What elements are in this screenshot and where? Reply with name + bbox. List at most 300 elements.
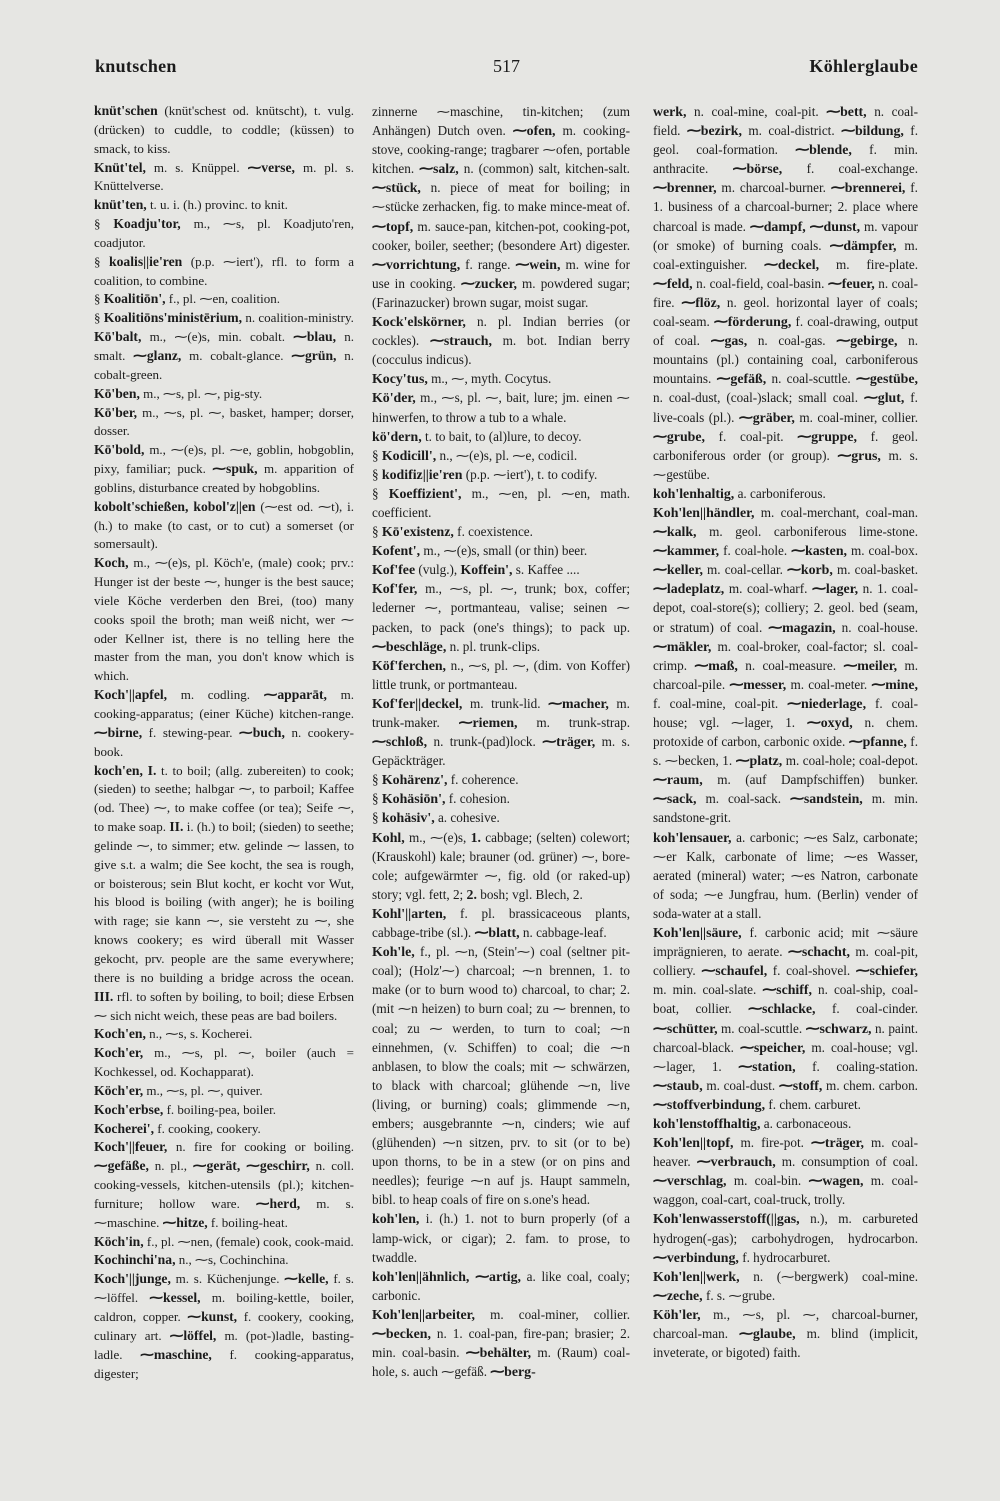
entry-text: m. fire-plate. bbox=[819, 256, 918, 272]
entry-text: m. trunk-maker. bbox=[372, 695, 630, 730]
entry-text: f. s. ⁓grube. bbox=[702, 1287, 776, 1303]
headword: Koch'erbse, bbox=[94, 1101, 164, 1117]
entry-text: f. coal-mine, coal-pit. bbox=[653, 695, 788, 711]
entry-text: n. 1. coal-depot, coal-store(s); colliery; 2. geol. bed (seam, or stratum) of coal. bbox=[653, 581, 918, 635]
entry-text: m. blind (implicit, inveterate, or bigoted) faith. bbox=[653, 1326, 918, 1361]
entry-text: m. (pot-)ladle, basting-ladle. bbox=[94, 1327, 354, 1362]
headword: ⁓zeche, bbox=[653, 1287, 703, 1303]
entry-text: a. carbonaceous. bbox=[760, 1115, 852, 1131]
entry-text: n., ⁓s, Cochinchina. bbox=[175, 1252, 289, 1268]
entry-text: f. coal-hole. bbox=[719, 543, 792, 559]
entry-text: m. cooking-stove, cooking-range; tragbarer ⁓ofen, portable kitchen. bbox=[372, 123, 630, 177]
headword: ⁓messer, bbox=[729, 676, 787, 692]
entry-text: m. sauce-pan, kitchen-pot, cooking-pot, cooker, boiler, seether; (besondere Art) digester. bbox=[372, 218, 630, 253]
headword: ⁓stück, bbox=[372, 180, 421, 196]
entry-text: f. cooking, cookery. bbox=[153, 1120, 261, 1136]
headword: kobolt'schießen, kobol'z||en bbox=[94, 498, 256, 514]
entry-text: m., ⁓(e)s, min. cobalt. bbox=[141, 329, 294, 345]
entry-text: m., ⁓(e)s, pl. Köch'e, (male) cook; prv.: Hunger ist der beste ⁓, hunger is the best sauce; viele Köche verderben den Brei, (too) many cooks spoil the broth; man weiß nicht, wer ⁓ oder Kellner ist, there is no telling here the master from the man, you don't know which is which. bbox=[94, 555, 354, 684]
headword: ⁓speicher, bbox=[739, 1039, 806, 1055]
dictionary-entry bbox=[372, 828, 630, 904]
headword: ⁓feuer, bbox=[827, 275, 875, 291]
entry-text: n. coal-field, coal-basin. bbox=[692, 275, 828, 291]
entry-text: m. s. Küchenjunge. bbox=[170, 1271, 285, 1287]
headword: kodifiz||ie'ren bbox=[381, 466, 463, 482]
headword: ⁓grube, bbox=[653, 428, 705, 444]
entry-text: n. coal-fire. bbox=[653, 275, 918, 310]
entry-text: § bbox=[372, 447, 382, 463]
headword: ⁓bett, bbox=[826, 104, 867, 119]
entry-text: m. min. sandstone-grit. bbox=[653, 791, 918, 826]
headword: ⁓zucker, bbox=[460, 275, 517, 291]
dictionary-entry bbox=[653, 484, 918, 503]
dictionary-entry bbox=[653, 102, 918, 484]
entry-text: f. pl. brassicaceous plants, cabbage-tribe (sl.). bbox=[372, 905, 630, 941]
headword: ⁓kammer, bbox=[653, 543, 720, 559]
headword: ⁓blende, bbox=[795, 142, 852, 158]
entry-text: m., ⁓s, pl. ⁓, quiver. bbox=[143, 1082, 263, 1098]
headword: ⁓beschläge, bbox=[372, 638, 447, 654]
headword: Kodicill', bbox=[381, 447, 437, 463]
headword: koh'lenhaltig, bbox=[653, 485, 735, 501]
dictionary-entry bbox=[94, 1082, 354, 1101]
headword: koh'len||ähnlich, ⁓artig, bbox=[372, 1268, 521, 1284]
entry-text: cabbage; (selten) colewort; (Krauskohl) kale; brauner (od. grüner) ⁓, bore-cole; aufgewärmter ⁓, fig. old (or raked-up) story; vgl. fett, 2; bbox=[372, 829, 630, 902]
headword: ⁓stoffverbindung, bbox=[653, 1096, 766, 1112]
headword: Kō'ben, bbox=[94, 385, 140, 401]
entry-text: i. (h.) to boil; (sieden) to seethe; gelinde ⁓, to simmer; etw. gelinde ⁓ lassen, to give s.t. a walm; die See kocht, the sea is rough, or boisterous; sein Blut kocht, er kocht vor Wut, his blood is boiling (with anger); he is boiling with rage; sie kann ⁓, sie versteht zu ⁓, she knows cookery; es wird überall mit Wasser gekocht, prv. people are the same everywhere; there is no building a bridge across the ocean. bbox=[94, 819, 354, 985]
headword: ⁓glanz, bbox=[133, 347, 182, 363]
headword: ⁓schiefer, bbox=[855, 963, 918, 979]
entry-text: f. coherence. bbox=[447, 772, 519, 788]
dictionary-entry bbox=[94, 554, 354, 686]
entry-text: f. range. bbox=[460, 256, 516, 272]
headword: ⁓gefäß, bbox=[716, 371, 767, 387]
headword: Kō'existenz, bbox=[381, 524, 454, 540]
entry-text: n., ⁓(e)s, pl. ⁓e, codicil. bbox=[436, 447, 578, 463]
dictionary-entry bbox=[94, 1233, 354, 1252]
entry-text: m. s. Gepäckträger. bbox=[372, 734, 630, 769]
headword: Kō'bold, bbox=[94, 442, 145, 458]
headword: Koh'len||säure, bbox=[653, 925, 742, 941]
entry-text: n. paint. charcoal-black. bbox=[653, 1020, 918, 1055]
entry-text: § bbox=[372, 791, 382, 807]
entry-text: n. pl., bbox=[148, 1158, 193, 1174]
entry-text: f. live-coals (pl.). bbox=[653, 390, 918, 425]
entry-text: m. cobalt-glance. bbox=[181, 347, 292, 363]
headword: ⁓gestübe, bbox=[856, 371, 918, 387]
dictionary-entry bbox=[94, 1270, 354, 1383]
headword: koh'lensauer, bbox=[653, 829, 732, 845]
headword: ⁓station, bbox=[738, 1058, 796, 1074]
headword: Koch, bbox=[94, 555, 129, 571]
headword: ⁓sack, bbox=[653, 791, 697, 807]
entry-text: f. coal-house; vgl. ⁓lager, 1. bbox=[653, 695, 918, 730]
entry-text: m. coal-cellar. bbox=[702, 562, 788, 578]
dictionary-entry bbox=[372, 1209, 630, 1266]
headword: ⁓glaube, bbox=[739, 1326, 796, 1341]
dictionary-entry bbox=[372, 808, 630, 827]
headword: ⁓träger, bbox=[810, 1135, 864, 1151]
entry-text: m., ⁓s, pl. ⁓, basket, hamper; dorser, dosser. bbox=[94, 404, 354, 439]
dictionary-entry bbox=[372, 388, 630, 426]
headword: ⁓schütter, bbox=[653, 1020, 718, 1036]
dictionary-entry bbox=[94, 328, 354, 385]
headword: Koch'||apfel, bbox=[94, 687, 168, 703]
dictionary-entry bbox=[94, 1138, 354, 1232]
dictionary-entry bbox=[372, 770, 630, 789]
headword: Koffein', bbox=[460, 562, 513, 578]
dictionary-entry bbox=[653, 828, 918, 923]
entry-text: n. cabbage-leaf. bbox=[519, 925, 607, 941]
entry-text: f. coaling-station. bbox=[795, 1058, 918, 1074]
dictionary-entry bbox=[372, 560, 630, 579]
headword: ⁓kessel, bbox=[149, 1290, 201, 1306]
headword: Koalitiōns'ministērium, bbox=[103, 310, 243, 326]
headword: ⁓gefäße, bbox=[94, 1158, 149, 1174]
entry-text: n. coal-mine, coal-pit. bbox=[686, 104, 827, 119]
entry-text: m. trunk-lid. bbox=[462, 695, 549, 711]
entry-text: § bbox=[94, 216, 114, 232]
headword: Koch'||feuer, bbox=[94, 1139, 168, 1155]
headword: ⁓blau, bbox=[293, 329, 337, 345]
page-header bbox=[95, 56, 918, 84]
entry-text: m. coal-merchant, coal-man. bbox=[754, 504, 918, 520]
entry-text: m. coal-meter. bbox=[786, 676, 872, 692]
entry-text: m. min. coal-slate. bbox=[653, 982, 763, 998]
headword: ⁓verschlag, bbox=[653, 1173, 727, 1189]
entry-text: m. pl. s. Knüttelverse. bbox=[94, 159, 354, 194]
entry-text: m. consumption of coal. bbox=[775, 1154, 918, 1170]
headword: koalis||ie'ren bbox=[109, 253, 183, 269]
entry-text: (knüt'schest od. knütscht), t. vulg. (drücken) to cuddle, to coddle; (küssen) to smack, to kiss. bbox=[94, 103, 354, 156]
headword: ⁓korb, bbox=[787, 562, 833, 578]
headword: ⁓schiff, bbox=[762, 982, 812, 998]
entry-text: a. like coal, coaly; carbonic. bbox=[372, 1268, 630, 1303]
headword: ⁓staub, bbox=[653, 1077, 703, 1093]
dictionary-entry bbox=[94, 498, 354, 555]
headword: ⁓förderung, bbox=[713, 314, 792, 330]
headword: Koalitiōn', bbox=[103, 291, 166, 307]
entry-text: § bbox=[372, 772, 382, 788]
headword: Koch'en, bbox=[94, 1026, 146, 1042]
entry-text: n. (common) salt, kitchen-salt. bbox=[458, 161, 630, 177]
entry-text: m. coal-box. bbox=[847, 543, 918, 559]
right-guide-word: Köhlerglaube bbox=[809, 56, 918, 76]
headword: knüt'ten, bbox=[94, 197, 147, 213]
entry-text: n. smalt. bbox=[94, 329, 354, 363]
entry-text: m. coal-district. bbox=[741, 123, 842, 139]
headword: ⁓kalk, bbox=[653, 524, 697, 540]
headword: ⁓schwarz, bbox=[805, 1020, 872, 1036]
headword: ⁓verbrauch, bbox=[696, 1154, 776, 1170]
entry-text: § bbox=[372, 466, 382, 482]
headword: ⁓bildung, bbox=[841, 123, 904, 139]
headword: ⁓verbindung, bbox=[653, 1249, 739, 1265]
dictionary-entry bbox=[372, 942, 630, 1209]
entry-text: f. min. anthracite. bbox=[653, 142, 918, 177]
headword: Kohärenz', bbox=[381, 772, 448, 788]
entry-text: n. pl. trunk-clips. bbox=[446, 638, 541, 654]
entry-text: n. coal-gas. bbox=[747, 333, 837, 349]
headword: ⁓verse, bbox=[247, 159, 295, 175]
headword: ⁓meiler, bbox=[843, 657, 898, 673]
entry-text: t. u. i. (h.) provinc. to knit. bbox=[146, 197, 288, 213]
headword: Kock'elskörner, bbox=[372, 314, 466, 330]
headword: kö'dern, bbox=[372, 428, 422, 444]
headword: ⁓keller, bbox=[653, 562, 703, 578]
dictionary-entry bbox=[372, 446, 630, 465]
entry-text: (⁓est od. ⁓t), i. (h.) to make (to cast, or to cut) a somerset (or somersault). bbox=[94, 498, 354, 552]
headword: ⁓topf, bbox=[372, 218, 414, 234]
dictionary-entry bbox=[372, 312, 630, 369]
dictionary-entry bbox=[372, 102, 630, 312]
entry-text: n. 1. coal-pan, fire-pan; brasier; 2. min. coal-basin. bbox=[372, 1326, 630, 1361]
headword: ⁓hitze, bbox=[162, 1214, 208, 1230]
headword: ⁓grus, bbox=[837, 447, 881, 463]
headword: werk, bbox=[653, 104, 687, 119]
entry-text: m. coal-basket. bbox=[832, 562, 918, 578]
headword: ⁓ladeplatz, bbox=[653, 581, 725, 597]
entry-text: f. s. ⁓löffel. bbox=[94, 1271, 354, 1306]
entry-text: f., pl. ⁓n, (Stein'⁓) coal (seltner pit-coal); (Holz'⁓) charcoal; ⁓n brennen, 1. to make (or to burn wood to) charcoal, to char; 2. (mit ⁓n heizen) to burn coal; zu ⁓ brennen, to coal; zu ⁓ werden, to turn to coal; ⁓n einnehmen, (v. Schiffen) to coal; die ⁓n anblasen, to blow the coals; mit ⁓ schwärzen, to black with charcoal; glühende ⁓n, live (living, or burning) coals; glimmende ⁓n, embers; ausgebrannte ⁓n, cinders; wie auf (glühenden) ⁓n sitzen, prv. to sit (or to be) upon thorns, to be in a stew (or on pins and needles); feurige ⁓n auf js. Haupt sammeln, bibl. to heap coals of fire on s.one's head. bbox=[372, 944, 630, 1208]
column-right bbox=[653, 102, 918, 1420]
headword: Knüt'tel, bbox=[94, 159, 146, 175]
dictionary-entry bbox=[372, 656, 630, 694]
dictionary-entry bbox=[94, 1044, 354, 1082]
entry-text: § bbox=[94, 291, 104, 307]
entry-text: m. coal-wharf. bbox=[724, 581, 812, 597]
headword: ⁓feld, bbox=[653, 275, 693, 291]
entry-text: f., pl. ⁓en, coalition. bbox=[165, 291, 280, 307]
headword: ⁓träger, bbox=[542, 734, 596, 750]
entry-text: m., ⁓en, pl. ⁓en, math. coefficient. bbox=[372, 485, 630, 520]
headword: ⁓schlacke, bbox=[748, 1001, 816, 1017]
entry-text: m. codling. bbox=[167, 687, 264, 703]
entry-text: m. charcoal-pile. bbox=[653, 657, 918, 692]
dictionary-entry bbox=[94, 1251, 354, 1270]
entry-text: m. coal-dust. bbox=[702, 1077, 779, 1093]
headword: ⁓deckel, bbox=[764, 256, 820, 272]
headword: ⁓maschine, bbox=[140, 1346, 212, 1362]
headword: ⁓schaufel, bbox=[701, 963, 768, 979]
headword: Kofent', bbox=[372, 543, 421, 559]
headword: ⁓raum, bbox=[653, 772, 703, 788]
headword: II. bbox=[169, 819, 184, 835]
entry-text: n. coalition-ministry. bbox=[242, 310, 354, 326]
headword: ⁓dämpfer, bbox=[829, 237, 897, 253]
dictionary-entry bbox=[653, 1114, 918, 1133]
entry-text: m. apparition of goblins, disturbance created by hobgoblins. bbox=[94, 461, 354, 495]
dictionary-entry bbox=[94, 253, 354, 291]
entry-text: (vulg.), bbox=[415, 562, 461, 578]
entry-text: n. coll. cooking-vessels, kitchen-utensils (pl.); kitchen-furniture; hollow ware. bbox=[94, 1158, 354, 1211]
dictionary-entry bbox=[653, 1267, 918, 1305]
headword: ⁓brennerei, bbox=[830, 180, 906, 196]
dictionary-entry bbox=[372, 694, 630, 770]
entry-text: m. coal-extinguisher. bbox=[653, 237, 918, 272]
entry-text: m. boiling-kettle, boiler, caldron, copper. bbox=[94, 1290, 354, 1324]
entry-text: m. s. ⁓gestübe. bbox=[653, 447, 918, 482]
entry-text: zinnerne ⁓maschine, tin-kitchen; (zum Anhängen) Dutch oven. bbox=[372, 104, 630, 139]
entry-text: m. charcoal-burner. bbox=[716, 180, 831, 196]
headword: Koh'len||arbeiter, bbox=[372, 1306, 475, 1322]
entry-text: n. geol. horizontal layer of coals; coal-seam. bbox=[653, 294, 918, 330]
entry-text: n. coal-house. bbox=[835, 619, 918, 635]
headword: Koh'len||werk, bbox=[653, 1268, 740, 1284]
entry-text: a. cohesive. bbox=[434, 810, 500, 826]
entry-text: n. coal-dust, (coal-)slack; small coal. bbox=[653, 390, 864, 406]
entry-text: m., ⁓s, pl. Koadjuto'ren, coadjutor. bbox=[94, 216, 354, 250]
headword: ⁓apparāt, bbox=[263, 687, 327, 703]
entry-text: n. cobalt-green. bbox=[94, 347, 354, 382]
headword: Kō'balt, bbox=[94, 329, 142, 345]
dictionary-entry bbox=[94, 686, 354, 761]
headword: ⁓oxyd, bbox=[806, 715, 853, 730]
headword: ⁓kelle, bbox=[284, 1271, 329, 1287]
headword: ⁓glut, bbox=[863, 390, 905, 406]
dictionary-entry bbox=[94, 404, 354, 442]
headword: Koadju'tor, bbox=[113, 216, 181, 232]
entry-text: § bbox=[94, 253, 110, 269]
dictionary-entry bbox=[94, 196, 354, 215]
column-middle bbox=[372, 102, 630, 1420]
entry-text: m., ⁓s, pl. ⁓, pig-sty. bbox=[139, 385, 263, 401]
entry-text: f. coexistence. bbox=[453, 524, 533, 540]
entry-text: m., ⁓s, pl. ⁓, bait, lure; jm. einen ⁓ hinwerfen, to throw a tub to a whale. bbox=[372, 390, 630, 425]
entry-text: m. vapour (or smoke) of burning coals. bbox=[653, 218, 918, 253]
headword: ⁓platz, bbox=[735, 753, 783, 769]
dictionary-entry bbox=[94, 159, 354, 197]
headword: ⁓birne, bbox=[94, 724, 143, 740]
entry-text: m. coal-scuttle. bbox=[717, 1020, 806, 1036]
headword: Kö'der, bbox=[372, 390, 416, 406]
entry-text: m. coal-waggon, coal-cart, coal-truck, trolly. bbox=[653, 1173, 918, 1208]
entry-text: rfl. to soften by boiling, to boil; diese Erbsen ⁓ sich nicht weich, these peas are bad boilers. bbox=[94, 988, 354, 1023]
entry-text: m., ⁓(e)s, bbox=[404, 829, 471, 845]
headword: ⁓brenner, bbox=[653, 180, 717, 196]
entry-text: m. geol. carboniferous lime-stone. bbox=[696, 524, 918, 540]
entry-text: m. coal-hole; coal-depot. bbox=[782, 753, 918, 769]
entry-text: n. coal-ship, coal-boat, collier. bbox=[653, 982, 918, 1017]
column-left bbox=[94, 102, 354, 1420]
headword: ⁓sandstein, bbox=[789, 791, 863, 807]
headword: ⁓buch, bbox=[239, 724, 285, 740]
headword: ⁓kasten, bbox=[791, 543, 847, 559]
headword: Kohäsiōn', bbox=[381, 791, 446, 807]
entry-text: m., ⁓(e)s, pl. ⁓e, goblin, hobgoblin, pixy, familiar; puck. bbox=[94, 442, 354, 477]
entry-text: m. coal-heaver. bbox=[653, 1135, 918, 1170]
entry-text: s. Kaffee .... bbox=[512, 562, 580, 578]
entry-text: f. coal-exchange. bbox=[782, 161, 918, 177]
headword: Kocherei', bbox=[94, 1120, 154, 1136]
headword: ⁓gräber, bbox=[738, 409, 795, 425]
dictionary-entry bbox=[372, 522, 630, 541]
entry-text: m., ⁓s, pl. ⁓, charcoal-burner, charcoal-man. bbox=[653, 1306, 918, 1341]
entry-text: f. geol. carboniferous order (or group). bbox=[653, 428, 918, 463]
headword: ⁓vorrichtung, bbox=[372, 256, 461, 272]
entry-text: m. cooking-apparatus; (einer Küche) kitchen-range. bbox=[94, 687, 354, 721]
dictionary-entry bbox=[372, 1305, 630, 1381]
headword: ⁓gerät, ⁓geschirr, bbox=[192, 1158, 310, 1174]
dictionary-entry bbox=[372, 789, 630, 808]
entry-text: n. piece of meat for boiling; in ⁓stücke zerhacken, fig. to make mince-meat of. bbox=[372, 180, 630, 215]
entry-text: n. coal-field. bbox=[653, 104, 918, 139]
headword: ⁓mäkler, bbox=[653, 638, 712, 654]
headword: Koh'len||topf, bbox=[653, 1135, 734, 1151]
headword: ⁓löffel, bbox=[169, 1327, 217, 1343]
dictionary-entry bbox=[372, 1267, 630, 1305]
headword: ⁓herd, bbox=[255, 1195, 301, 1211]
headword: ⁓dampf, ⁓dunst, bbox=[749, 218, 861, 234]
entry-text: t. to boil; (allg. zubereiten) to cook; (sieden) to seethe; halbgar ⁓, to parboil; Kaffee (od. Thee) ⁓, to make coffee (or tea); Seife ⁓, to make soap. bbox=[94, 762, 354, 835]
entry-text: f. carbonic acid; mit ⁓säure imprägnieren, to aerate. bbox=[653, 925, 918, 960]
headword: ⁓riemen, bbox=[458, 715, 518, 730]
headword: ⁓ofen, bbox=[512, 123, 556, 139]
headword: Kof'fee bbox=[372, 562, 416, 578]
headword: ⁓becken, bbox=[372, 1326, 431, 1341]
headword: Kochinchi'na, bbox=[94, 1252, 176, 1268]
entry-text: n. (⁓bergwerk) coal-mine. bbox=[739, 1268, 918, 1284]
headword: Koeffizient', bbox=[388, 485, 462, 501]
entry-text: m. coal-pit, colliery. bbox=[653, 944, 918, 979]
headword: ⁓gruppe, bbox=[797, 428, 857, 444]
entry-text: n. coal-measure. bbox=[737, 657, 844, 673]
headword: ⁓stoff, bbox=[778, 1077, 823, 1093]
headword: Koch'er, bbox=[94, 1045, 144, 1061]
entry-text: m. s. ⁓maschine. bbox=[94, 1195, 354, 1230]
headword: Köch'er, bbox=[94, 1082, 144, 1098]
entry-text: f. 1. business of a charcoal-burner; 2. place where charcoal is made. bbox=[653, 180, 918, 234]
entry-text: m., ⁓s, pl. ⁓, trunk; box, coffer; lederner ⁓, portmanteau, valise; seinen ⁓ packen, to pack (one's things); to pack up. bbox=[372, 581, 630, 635]
dictionary-entry bbox=[94, 1101, 354, 1120]
headword: ⁓magazin, bbox=[768, 619, 836, 635]
entry-text: (p.p. ⁓iert'), rfl. to form a coalition, to combine. bbox=[94, 253, 354, 288]
headword: 1. bbox=[470, 829, 482, 845]
headword: ⁓gebirge, bbox=[836, 333, 898, 349]
entry-text: f., pl. ⁓nen, (female) cook, cook-maid. bbox=[143, 1233, 354, 1249]
entry-text: n. mountains (pl.) containing coal, carboniferous mountains. bbox=[653, 333, 918, 387]
entry-text: n. coal-scuttle. bbox=[766, 371, 857, 387]
headword: ⁓bezirk, bbox=[686, 123, 742, 139]
headword: ⁓grün, bbox=[291, 347, 337, 363]
headword: ⁓behälter, bbox=[465, 1345, 532, 1361]
entry-text: m. coal-sack. bbox=[696, 791, 790, 807]
headword: ⁓pfanne, bbox=[848, 734, 907, 750]
headword: ⁓wein, bbox=[515, 256, 561, 272]
dictionary-entry bbox=[372, 579, 630, 655]
entry-text: n., ⁓s, s. Kocherei. bbox=[145, 1026, 253, 1042]
headword: Kō'ber, bbox=[94, 404, 138, 420]
entry-text: § bbox=[94, 310, 104, 326]
headword: Kohl, bbox=[372, 829, 405, 845]
headword: Köch'in, bbox=[94, 1233, 144, 1249]
dictionary-entry bbox=[372, 904, 630, 942]
entry-text: n. fire for cooking or boiling. bbox=[167, 1139, 354, 1155]
entry-text: f. cooking-apparatus, digester; bbox=[94, 1346, 354, 1381]
headword: ⁓flöz, bbox=[681, 294, 721, 310]
entry-text: f. chem. carburet. bbox=[765, 1096, 861, 1112]
headword: ⁓schacht, bbox=[787, 944, 850, 960]
entry-text: f. cohesion. bbox=[445, 791, 510, 807]
dictionary-entry bbox=[653, 1209, 918, 1266]
entry-text: f. coal-drawing, output of coal. bbox=[653, 314, 918, 349]
headword: 2. bbox=[466, 886, 477, 902]
headword: ⁓strauch, bbox=[429, 333, 492, 349]
headword: Kocy'tus, bbox=[372, 371, 428, 387]
dictionary-entry bbox=[653, 1133, 918, 1209]
headword: ⁓lager, bbox=[811, 581, 859, 597]
